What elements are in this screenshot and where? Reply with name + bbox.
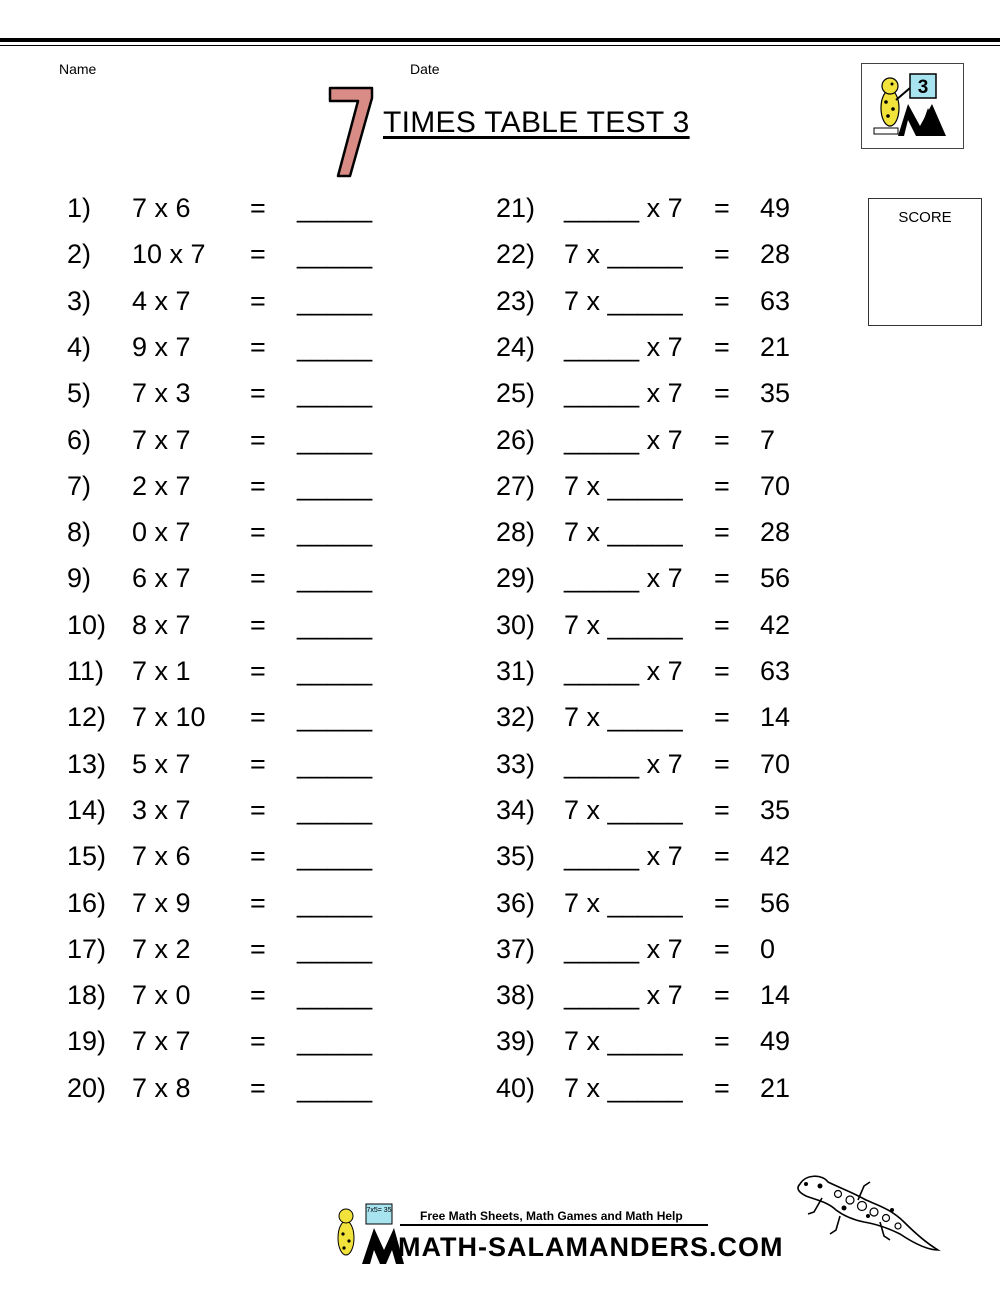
question-expression: _____ x 7 bbox=[564, 193, 683, 223]
equals-sign: = bbox=[250, 378, 266, 409]
answer-blank: _____ bbox=[297, 331, 373, 362]
name-label: Name bbox=[59, 61, 97, 77]
equals-sign: = bbox=[714, 285, 730, 316]
question-number: 1) bbox=[67, 193, 92, 223]
question-row bbox=[496, 281, 836, 321]
question-expression: 7 x 2 bbox=[132, 933, 191, 964]
question-result: 63 bbox=[760, 285, 791, 316]
question-row bbox=[67, 929, 407, 969]
question-number: 16) bbox=[67, 887, 107, 918]
question-number: 17) bbox=[67, 933, 107, 964]
big-seven-text: 7 bbox=[326, 84, 327, 85]
equals-sign: = bbox=[250, 656, 266, 686]
question-result: 42 bbox=[760, 841, 791, 872]
question-row bbox=[496, 975, 836, 1015]
question-row bbox=[67, 883, 407, 923]
equals-sign: = bbox=[714, 331, 730, 362]
question-row bbox=[496, 466, 836, 506]
question-number: 4) bbox=[67, 331, 92, 362]
question-number: 7) bbox=[67, 470, 92, 501]
question-expression: 7 x _____ bbox=[564, 239, 683, 270]
question-row bbox=[67, 281, 407, 321]
question-row bbox=[67, 1068, 407, 1108]
equals-sign: = bbox=[714, 1026, 730, 1057]
equals-sign: = bbox=[250, 424, 266, 455]
question-number: 15) bbox=[67, 841, 107, 872]
date-label: Date bbox=[410, 61, 440, 77]
question-expression: 7 x 1 bbox=[132, 656, 191, 686]
question-row bbox=[496, 373, 836, 413]
equals-sign: = bbox=[250, 285, 266, 316]
question-expression: 6 x 7 bbox=[132, 563, 191, 594]
question-number: 13) bbox=[67, 748, 107, 779]
question-number: 36) bbox=[496, 887, 536, 918]
equals-sign: = bbox=[250, 193, 266, 223]
question-result: 49 bbox=[760, 1026, 791, 1057]
question-row bbox=[496, 883, 836, 923]
equals-sign: = bbox=[250, 702, 266, 733]
question-number: 39) bbox=[496, 1026, 536, 1057]
question-result: 70 bbox=[760, 470, 791, 501]
question-expression: 9 x 7 bbox=[132, 331, 191, 362]
question-expression: 7 x 7 bbox=[132, 424, 191, 455]
question-expression: 7 x _____ bbox=[564, 1072, 683, 1103]
question-number: 20) bbox=[67, 1072, 107, 1103]
equals-sign: = bbox=[250, 470, 266, 501]
question-expression: 7 x 10 bbox=[132, 702, 206, 733]
answer-blank: _____ bbox=[297, 378, 373, 409]
equals-sign: = bbox=[250, 933, 266, 964]
answer-blank: _____ bbox=[297, 794, 373, 825]
answer-blank: _____ bbox=[297, 933, 373, 964]
equals-sign: = bbox=[714, 424, 730, 455]
question-row bbox=[67, 188, 407, 228]
question-expression: 7 x _____ bbox=[564, 285, 683, 316]
question-expression: 7 x _____ bbox=[564, 702, 683, 733]
question-row bbox=[67, 1021, 407, 1061]
answer-blank: _____ bbox=[297, 980, 373, 1011]
question-expression: 2 x 7 bbox=[132, 470, 191, 501]
question-result: 7 bbox=[760, 424, 776, 455]
equals-sign: = bbox=[714, 193, 730, 223]
question-expression: _____ x 7 bbox=[564, 841, 683, 872]
question-number: 38) bbox=[496, 980, 536, 1011]
question-expression: 7 x _____ bbox=[564, 470, 683, 501]
answer-blank: _____ bbox=[297, 517, 373, 548]
question-result: 28 bbox=[760, 517, 791, 548]
question-number: 8) bbox=[67, 517, 92, 548]
question-row bbox=[496, 1021, 836, 1061]
equals-sign: = bbox=[714, 470, 730, 501]
question-expression: 5 x 7 bbox=[132, 748, 191, 779]
question-result: 14 bbox=[760, 702, 791, 733]
question-number: 11) bbox=[67, 656, 105, 686]
equals-sign: = bbox=[714, 748, 730, 779]
question-row bbox=[67, 836, 407, 876]
answer-blank: _____ bbox=[297, 424, 373, 455]
question-number: 32) bbox=[496, 702, 536, 733]
question-row bbox=[67, 790, 407, 830]
question-row bbox=[67, 373, 407, 413]
question-expression: 8 x 7 bbox=[132, 609, 191, 640]
top-rule bbox=[0, 38, 1000, 42]
question-row bbox=[67, 512, 407, 552]
question-number: 31) bbox=[496, 656, 536, 686]
question-expression: 7 x 3 bbox=[132, 378, 191, 409]
question-row bbox=[496, 420, 836, 460]
question-number: 35) bbox=[496, 841, 536, 872]
question-number: 28) bbox=[496, 517, 536, 548]
question-result: 21 bbox=[760, 331, 791, 362]
question-number: 23) bbox=[496, 285, 536, 316]
question-row bbox=[496, 790, 836, 830]
question-result: 63 bbox=[760, 656, 791, 686]
question-expression: _____ x 7 bbox=[564, 933, 683, 964]
equals-sign: = bbox=[714, 609, 730, 640]
question-result: 42 bbox=[760, 609, 791, 640]
question-number: 30) bbox=[496, 609, 536, 640]
page-title: TIMES TABLE TEST 3 bbox=[383, 106, 690, 139]
question-number: 6) bbox=[67, 424, 92, 455]
equals-sign: = bbox=[250, 794, 266, 825]
question-row bbox=[496, 651, 836, 691]
equals-sign: = bbox=[714, 980, 730, 1011]
question-result: 70 bbox=[760, 748, 791, 779]
question-row bbox=[67, 466, 407, 506]
question-row bbox=[67, 558, 407, 598]
question-expression: 0 x 7 bbox=[132, 517, 191, 548]
equals-sign: = bbox=[250, 841, 266, 872]
equals-sign: = bbox=[714, 239, 730, 270]
question-row bbox=[67, 420, 407, 460]
question-result: 49 bbox=[760, 193, 791, 223]
score-box bbox=[868, 198, 982, 326]
question-number: 21) bbox=[496, 193, 536, 223]
question-expression: 7 x _____ bbox=[564, 1026, 683, 1057]
equals-sign: = bbox=[714, 933, 730, 964]
question-result: 28 bbox=[760, 239, 791, 270]
question-expression: 10 x 7 bbox=[132, 239, 206, 270]
answer-blank: _____ bbox=[297, 1026, 373, 1057]
equals-sign: = bbox=[714, 841, 730, 872]
answer-blank: _____ bbox=[297, 193, 373, 223]
question-expression: 3 x 7 bbox=[132, 794, 191, 825]
question-result: 35 bbox=[760, 378, 791, 409]
equals-sign: = bbox=[250, 1072, 266, 1103]
question-number: 18) bbox=[67, 980, 107, 1011]
question-number: 25) bbox=[496, 378, 536, 409]
question-row bbox=[67, 234, 407, 274]
question-number: 37) bbox=[496, 933, 536, 964]
question-number: 27) bbox=[496, 470, 536, 501]
question-row bbox=[496, 697, 836, 737]
question-row bbox=[496, 558, 836, 598]
question-row bbox=[496, 744, 836, 784]
question-expression: _____ x 7 bbox=[564, 748, 683, 779]
equals-sign: = bbox=[714, 702, 730, 733]
question-number: 22) bbox=[496, 239, 536, 270]
math-salamanders-logo bbox=[861, 63, 964, 149]
question-number: 26) bbox=[496, 424, 536, 455]
question-row bbox=[67, 605, 407, 645]
question-expression: 7 x 7 bbox=[132, 1026, 191, 1057]
question-number: 10) bbox=[67, 609, 107, 640]
equals-sign: = bbox=[250, 1026, 266, 1057]
question-row bbox=[67, 697, 407, 737]
question-expression: 7 x 6 bbox=[132, 841, 191, 872]
question-result: 0 bbox=[760, 933, 776, 964]
equals-sign: = bbox=[714, 563, 730, 594]
question-row bbox=[496, 836, 836, 876]
question-number: 19) bbox=[67, 1026, 107, 1057]
question-expression: _____ x 7 bbox=[564, 980, 683, 1011]
question-row bbox=[67, 651, 407, 691]
footer-badge-text: 7x5= 35 bbox=[366, 1207, 392, 1214]
question-number: 14) bbox=[67, 794, 107, 825]
answer-blank: _____ bbox=[297, 841, 373, 872]
question-number: 40) bbox=[496, 1072, 536, 1103]
question-row bbox=[496, 327, 836, 367]
equals-sign: = bbox=[714, 1072, 730, 1103]
question-row bbox=[496, 188, 836, 228]
question-expression: 7 x _____ bbox=[564, 794, 683, 825]
question-row bbox=[496, 605, 836, 645]
question-result: 21 bbox=[760, 1072, 791, 1103]
question-number: 33) bbox=[496, 748, 536, 779]
equals-sign: = bbox=[714, 794, 730, 825]
equals-sign: = bbox=[250, 239, 266, 270]
big-seven-numeral bbox=[326, 84, 376, 180]
question-expression: _____ x 7 bbox=[564, 331, 683, 362]
question-expression: 7 x _____ bbox=[564, 887, 683, 918]
question-number: 5) bbox=[67, 378, 92, 409]
equals-sign: = bbox=[714, 517, 730, 548]
question-number: 34) bbox=[496, 794, 536, 825]
equals-sign: = bbox=[250, 980, 266, 1011]
equals-sign: = bbox=[250, 887, 266, 918]
question-expression: 7 x 0 bbox=[132, 980, 191, 1011]
question-expression: 7 x _____ bbox=[564, 609, 683, 640]
question-expression: 4 x 7 bbox=[132, 285, 191, 316]
equals-sign: = bbox=[250, 517, 266, 548]
question-number: 3) bbox=[67, 285, 92, 316]
answer-blank: _____ bbox=[297, 470, 373, 501]
logo-badge-number: 3 bbox=[917, 77, 929, 98]
question-number: 12) bbox=[67, 702, 107, 733]
question-row bbox=[496, 929, 836, 969]
equals-sign: = bbox=[714, 656, 730, 686]
salamander-illustration bbox=[792, 1170, 942, 1260]
question-result: 35 bbox=[760, 794, 791, 825]
answer-blank: _____ bbox=[297, 563, 373, 594]
answer-blank: _____ bbox=[297, 609, 373, 640]
top-rule-thin bbox=[0, 45, 1000, 46]
question-expression: _____ x 7 bbox=[564, 656, 683, 686]
equals-sign: = bbox=[250, 609, 266, 640]
question-expression: _____ x 7 bbox=[564, 424, 683, 455]
question-number: 9) bbox=[67, 563, 92, 594]
equals-sign: = bbox=[714, 887, 730, 918]
equals-sign: = bbox=[250, 563, 266, 594]
question-number: 29) bbox=[496, 563, 536, 594]
question-row bbox=[67, 327, 407, 367]
question-row bbox=[67, 975, 407, 1015]
answer-blank: _____ bbox=[297, 239, 373, 270]
question-number: 24) bbox=[496, 331, 536, 362]
question-expression: _____ x 7 bbox=[564, 563, 683, 594]
question-expression: 7 x 9 bbox=[132, 887, 191, 918]
question-expression: 7 x _____ bbox=[564, 517, 683, 548]
question-expression: 7 x 6 bbox=[132, 193, 191, 223]
question-expression: 7 x 8 bbox=[132, 1072, 191, 1103]
question-row bbox=[67, 744, 407, 784]
equals-sign: = bbox=[250, 331, 266, 362]
question-result: 56 bbox=[760, 563, 791, 594]
answer-blank: _____ bbox=[297, 285, 373, 316]
answer-blank: _____ bbox=[297, 748, 373, 779]
question-row bbox=[496, 512, 836, 552]
question-result: 14 bbox=[760, 980, 791, 1011]
question-result: 56 bbox=[760, 887, 791, 918]
equals-sign: = bbox=[714, 378, 730, 409]
answer-blank: _____ bbox=[297, 1072, 373, 1103]
answer-blank: _____ bbox=[297, 887, 373, 918]
question-row bbox=[496, 234, 836, 274]
equals-sign: = bbox=[250, 748, 266, 779]
question-row bbox=[496, 1068, 836, 1108]
footer-tagline: Free Math Sheets, Math Games and Math Help bbox=[420, 1209, 683, 1223]
answer-blank: _____ bbox=[297, 656, 373, 686]
question-number: 2) bbox=[67, 239, 92, 270]
question-expression: _____ x 7 bbox=[564, 378, 683, 409]
footer-site-name: MATH-SALAMANDERS.COM bbox=[398, 1232, 784, 1262]
answer-blank: _____ bbox=[297, 702, 373, 733]
score-label: SCORE bbox=[898, 209, 952, 226]
